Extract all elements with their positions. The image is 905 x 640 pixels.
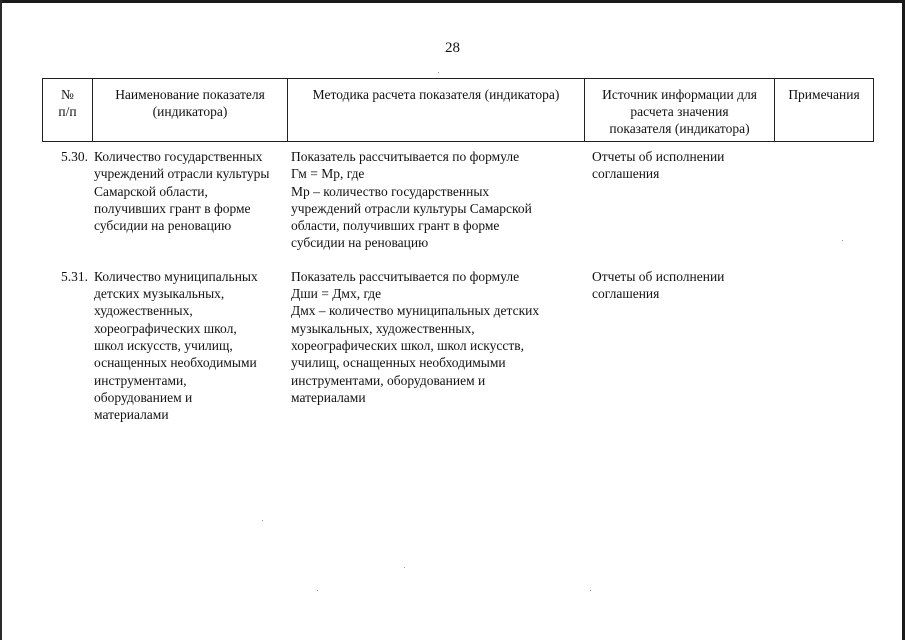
row-number: 5.30. [61,149,88,164]
text-line: Отчеты об исполнении [592,268,725,284]
table-row-5-31 [42,268,873,424]
notes [774,148,873,252]
text-line: Мр – количество государственных [291,183,490,199]
text-line: учреждений отрасли культуры Самарской [291,200,532,216]
indicator-name [92,268,287,424]
text-line: материалами [94,407,169,423]
scan-speck [404,567,405,568]
scan-speck [438,72,439,73]
header-row [43,79,874,142]
header-text: Наименование показателя [115,87,265,102]
header-text: Методика расчета показателя (индикатора) [312,87,560,102]
scan-speck [590,590,591,591]
information-source [584,268,774,424]
information-source [584,148,774,252]
text-line: оснащенных необходимыми [94,355,257,371]
table-header [42,78,874,142]
scan-speck [262,520,263,521]
header-col-name [93,79,288,142]
text-line: Гм = Мр, где [291,166,365,182]
calculation-method [287,268,584,424]
text-line: оборудованием и [94,389,193,405]
text-line: Показатель рассчитывается по формуле [291,149,520,164]
header-col-method [288,79,585,142]
scan-speck [317,590,318,591]
text-line: соглашения [592,286,660,302]
header-text: Примечания [788,87,860,102]
text-line: хореографических школ, [94,320,237,336]
text-line: музыкальных, художественных, [291,320,475,336]
text-line: училищ, оснащенных необходимыми [291,355,506,371]
header-text: № [61,87,74,102]
page-number: 28 [445,40,460,56]
header-text: (индикатора) [152,104,228,119]
text-line: материалами [291,389,366,405]
scan-border-left [0,0,2,640]
text-line: инструментами, оборудованием и [291,372,486,388]
header-col-notes [775,79,874,142]
text-line: соглашения [592,166,660,182]
text-line: Самарской области, [94,183,208,199]
text-line: Показатель рассчитывается по формуле [291,268,520,284]
text-line: субсидии на реновацию [94,218,232,234]
text-line: школ искусств, училищ, [94,337,233,353]
text-line: области, получивших грант в форме [291,218,500,234]
header-text: Источник информации для [602,87,757,102]
table-body [42,148,873,439]
text-line: Количество государственных [94,149,263,164]
text-line: детских музыкальных, [94,286,225,302]
text-line: Количество муниципальных [94,268,258,284]
header-text: расчета значения [630,104,729,119]
calculation-method [287,148,584,252]
text-line: Дши = Дмх, где [291,286,382,302]
scan-border-top [0,0,905,3]
header-col-source [585,79,775,142]
header-text: показателя (индикатора) [609,121,750,136]
text-line: учреждений отрасли культуры [94,166,270,182]
text-line: Отчеты об исполнении [592,149,725,164]
text-line: инструментами, [94,372,187,388]
indicator-name [92,148,287,252]
text-line: получивших грант в форме [94,200,251,216]
scan-speck [842,240,843,241]
table-row-5-30 [42,148,873,252]
text-line: художественных, [94,303,193,319]
text-line: субсидии на реновацию [291,235,429,251]
text-line: хореографических школ, школ искусств, [291,337,524,353]
notes [774,268,873,424]
row-number: 5.31. [61,268,88,284]
header-text: п/п [58,104,77,119]
text-line: Дмх – количество муниципальных детских [291,303,540,319]
header-col-num [43,79,93,142]
